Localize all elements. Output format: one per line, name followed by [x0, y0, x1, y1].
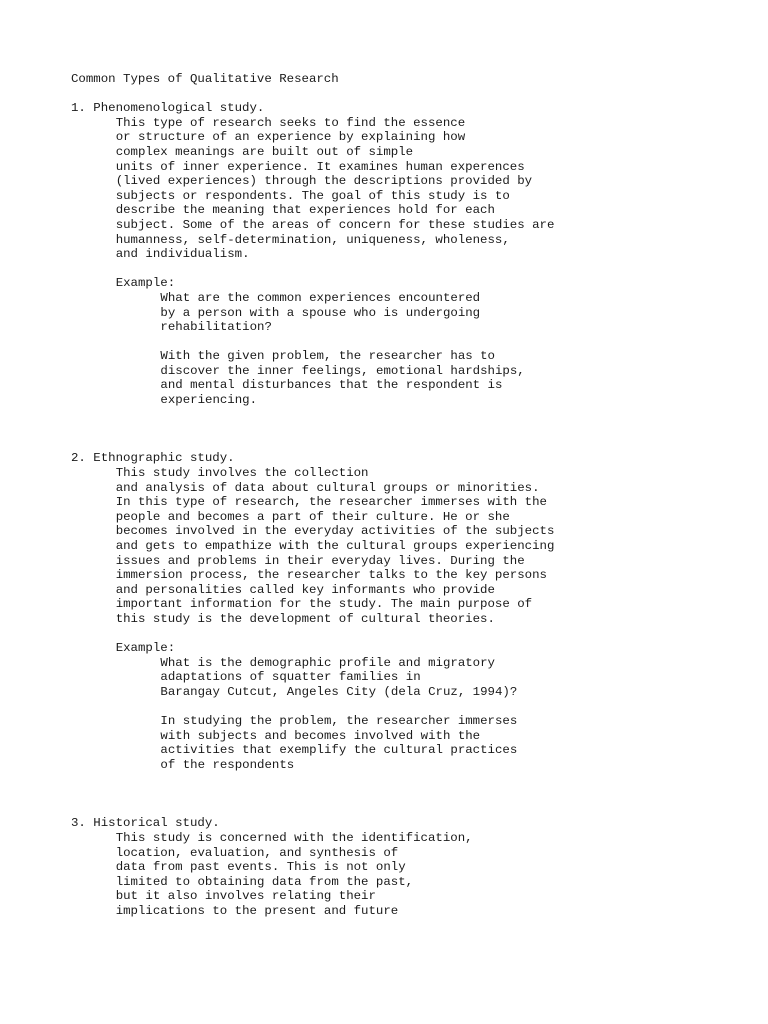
- body-line: important information for the study. The main purpose of: [115, 597, 533, 612]
- section-heading: 3. Historical study.: [71, 816, 220, 831]
- body-line: this study is the development of cultural theories.: [115, 611, 495, 626]
- example-line: adaptations of squatter families in: [160, 670, 421, 685]
- example-line: With the given problem, the researcher has to: [160, 349, 495, 364]
- body-line: limited to obtaining data from the past,: [115, 874, 414, 889]
- example-line: by a person with a spouse who is undergoing: [160, 305, 481, 320]
- example-line: rehabilitation?: [160, 320, 272, 335]
- body-line: becomes involved in the everyday activities of the subjects: [115, 524, 555, 539]
- document-title: Common Types of Qualitative Research: [71, 72, 339, 86]
- example-line: with subjects and becomes involved with the: [160, 728, 481, 743]
- example-line: Barangay Cutcut, Angeles City (dela Cruz, 1994)?: [160, 684, 518, 699]
- section-body: [71, 466, 731, 627]
- body-line: subjects or respondents. The goal of this study is to: [115, 188, 510, 203]
- example-line: What are the common experiences encountered: [160, 290, 481, 305]
- example-question: [71, 656, 731, 700]
- body-line: This study is concerned with the identification,: [115, 830, 473, 845]
- section-heading: 2. Ethnographic study.: [71, 451, 235, 466]
- document-page: [71, 72, 731, 918]
- body-line: but it also involves relating their: [115, 889, 376, 904]
- body-line: immersion process, the researcher talks to the key persons: [115, 568, 547, 583]
- body-line: people and becomes a part of their culture. He or she: [115, 509, 510, 524]
- example-question: [71, 291, 731, 335]
- section-heading: 1. Phenomenological study.: [71, 101, 265, 116]
- section-body: [71, 831, 731, 919]
- example-explanation: [71, 349, 731, 407]
- example-line: discover the inner feelings, emotional hardships,: [160, 363, 525, 378]
- example-label: Example:: [115, 276, 176, 291]
- body-line: or structure of an experience by explaining how: [115, 130, 466, 145]
- example-line: activities that exemplify the cultural practices: [160, 743, 518, 758]
- section-phenomenological: [71, 101, 731, 407]
- body-line: and personalities called key informants who provide: [115, 582, 495, 597]
- body-line: This study involves the collection: [115, 466, 369, 481]
- body-line: location, evaluation, and synthesis of: [115, 845, 399, 860]
- example-label: Example:: [115, 641, 176, 656]
- body-line: and gets to empathize with the cultural groups experiencing: [115, 539, 555, 554]
- section-historical: [71, 816, 731, 918]
- section-body: [71, 116, 731, 262]
- body-line: This type of research seeks to find the essence: [115, 115, 466, 130]
- body-line: complex meanings are built out of simple: [115, 144, 414, 159]
- example-line: and mental disturbances that the respondent is: [160, 378, 503, 393]
- body-line: data from past events. This is not only: [115, 860, 406, 875]
- body-line: and analysis of data about cultural groups or minorities.: [115, 480, 540, 495]
- example-line: experiencing.: [160, 393, 258, 408]
- body-line: In this type of research, the researcher immerses with the: [115, 495, 547, 510]
- body-line: describe the meaning that experiences hold for each: [115, 203, 495, 218]
- body-line: subject. Some of the areas of concern for these studies are: [115, 217, 555, 232]
- example-line: What is the demographic profile and migratory: [160, 655, 495, 670]
- example-line: In studying the problem, the researcher immerses: [160, 714, 518, 729]
- section-ethnographic: [71, 451, 731, 772]
- body-line: units of inner experience. It examines human experences: [115, 159, 525, 174]
- body-line: humanness, self-determination, uniqueness, wholeness,: [115, 232, 510, 247]
- example-line: of the respondents: [160, 757, 295, 772]
- example-explanation: [71, 714, 731, 772]
- body-line: and individualism.: [115, 247, 250, 262]
- body-line: issues and problems in their everyday lives. During the: [115, 553, 525, 568]
- body-line: (lived experiences) through the descriptions provided by: [115, 174, 533, 189]
- body-line: implications to the present and future: [115, 903, 399, 918]
